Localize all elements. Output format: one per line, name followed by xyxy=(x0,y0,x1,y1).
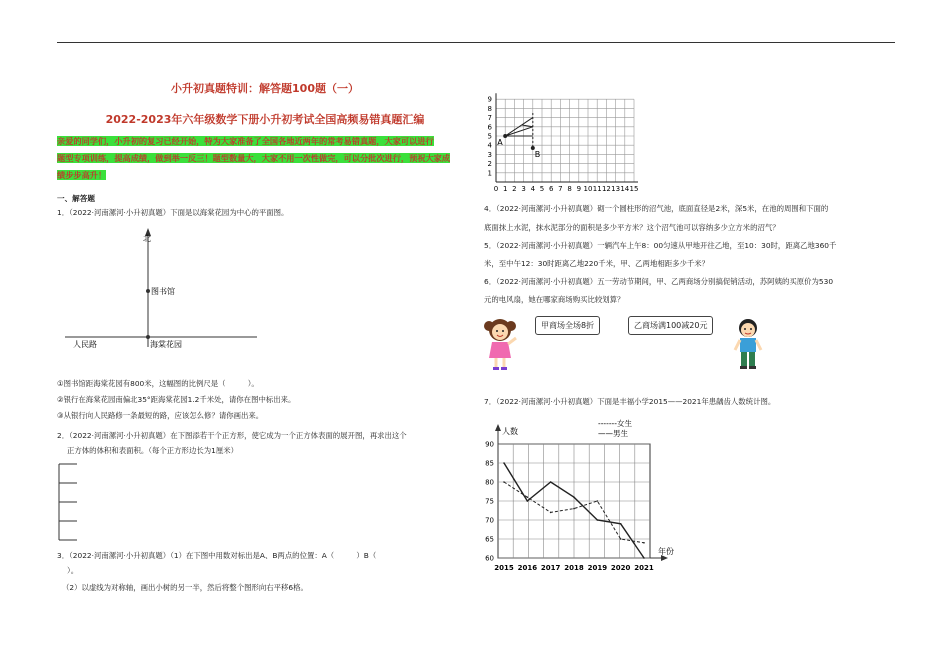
grid-x-tick: 11 xyxy=(592,185,602,193)
chart-y-tick: 85 xyxy=(485,459,494,468)
chart-x-tick: 2020 xyxy=(610,564,631,572)
chart-y-tick: 75 xyxy=(485,497,494,506)
q1-map xyxy=(57,225,267,355)
grid-x-tick: 12 xyxy=(601,185,611,193)
series-point xyxy=(550,481,552,483)
chart-x-tick: 2016 xyxy=(517,564,538,572)
library-dot xyxy=(146,289,150,293)
grid-x-tick: 9 xyxy=(576,185,582,193)
grid-y-tick: 4 xyxy=(487,141,492,150)
q6-line1: 6．（2022·河南漯河·小升初真题）五一劳动节期间，甲、乙两商场分别搞促销活动，苏阿姨的买原价为530 xyxy=(484,277,834,286)
grid-x-tick: 15 xyxy=(629,185,639,193)
grid-y-tick: 8 xyxy=(487,104,492,113)
chart-x-tick: 2015 xyxy=(494,564,514,572)
q5-line2: 米，至中午12：30时距离乙地220千米，甲、乙两地相距多少千米？ xyxy=(484,259,710,268)
series-point xyxy=(643,542,645,544)
legend-male: ——男生 xyxy=(598,429,628,438)
series-point xyxy=(643,557,645,559)
q2-net-figure xyxy=(57,462,87,542)
grid-x-tick: 14 xyxy=(620,185,630,193)
q3-line3: （2）以虚线为对称轴，画出小树的另一半，然后将整个图形向右平移6格。 xyxy=(62,583,308,592)
grid-y-tick: 3 xyxy=(487,150,492,159)
map-library-label: 图书馆 xyxy=(151,287,175,296)
series-point xyxy=(527,500,529,502)
girl-illustration xyxy=(480,316,520,372)
series-point xyxy=(597,500,599,502)
grid-x-tick: 8 xyxy=(567,185,572,193)
q1-sub3: ③从银行向人民路修一条最短的路，应该怎么修？请你画出来。 xyxy=(57,411,264,420)
q2-line2: 正方体的体积和表面积。（每个正方形边长为1厘米） xyxy=(67,446,238,455)
chart-y-label: 人数 xyxy=(502,427,518,436)
series-point xyxy=(573,508,575,510)
bubble-store-a: 甲商场全场8折 xyxy=(535,316,600,335)
q1-stem: 1．（2022·河南漯河·小升初真题）下面是以海棠花园为中心的平面图。 xyxy=(57,208,289,217)
grid-x-tick: 2 xyxy=(512,185,517,193)
series-point xyxy=(620,538,622,540)
chart-y-tick: 80 xyxy=(485,478,494,487)
grid-y-tick: 9 xyxy=(487,95,492,104)
bubble-store-b: 乙商场满100减20元 xyxy=(628,316,713,335)
section-heading: 一、解答题 xyxy=(57,194,95,203)
point-a xyxy=(503,134,507,138)
intro-line-3: 绩步步高升！ xyxy=(57,170,107,180)
q7-stem: 7．（2022·河南漯河·小升初真题）下面是丰福小学2015——2021年患龋齿人数统计图。 xyxy=(484,397,776,406)
chart-x-tick: 2021 xyxy=(634,564,654,572)
intro-line-1: 亲爱的同学们，小升初的复习已经开始，特为大家准备了全国各地近两年的常考易错真题，大家可以进行 xyxy=(57,136,434,146)
chart-x-label: 年份 xyxy=(658,547,674,556)
grid-x-tick: 1 xyxy=(502,185,508,193)
grid-y-tick: 7 xyxy=(487,114,492,123)
point-a-label: A xyxy=(497,138,503,147)
q6-line2: 元的电风扇，她在哪家商场购买比较划算？ xyxy=(484,295,625,304)
chart-y-tick: 70 xyxy=(485,516,494,525)
chart-y-tick: 65 xyxy=(485,535,494,544)
legend-female: -------女生 xyxy=(598,419,632,428)
grid-x-tick: 4 xyxy=(530,185,536,193)
series-point xyxy=(597,519,599,521)
q3-line1: 3．（2022·河南漯河·小升初真题）（1）在下图中用数对标出是A、B两点的位置：A（ ）B（ xyxy=(57,551,377,560)
grid-x-tick: 7 xyxy=(558,185,563,193)
q4-line2: 底面抹上水泥，抹水泥部分的面积是多少平方米？这个沼气池可以容纳多少立方米的沼气？ xyxy=(484,223,780,232)
map-road-label: 人民路 xyxy=(73,340,97,349)
series-point xyxy=(503,462,505,464)
map-garden-label: 海棠花园 xyxy=(150,340,182,349)
chart-y-tick: 90 xyxy=(485,440,494,449)
series-point xyxy=(503,481,505,483)
map-north-label: 北 xyxy=(143,234,151,243)
q3-line2: ）。 xyxy=(67,566,79,575)
page-top-rule xyxy=(57,42,895,43)
grid-y-tick: 2 xyxy=(487,160,492,169)
q1-sub1: ①图书馆距海棠花园有800米，这幅图的比例尺是（ ）。 xyxy=(57,379,259,388)
chart-y-arrow-icon xyxy=(495,424,501,431)
q7-line-chart xyxy=(478,412,688,592)
chart-x-tick: 2018 xyxy=(564,564,584,572)
grid-x-tick: 10 xyxy=(583,185,593,193)
q4-line1: 4．（2022·河南漯河·小升初真题）砌一个圆柱形的沼气池，底面直径是2米，深5米，在池的周围和下面的 xyxy=(484,204,829,213)
page-subtitle: 2022-2023年六年级数学下册小升初考试全国高频易错真题汇编 xyxy=(105,113,425,126)
point-b-label: B xyxy=(534,149,541,159)
q3-grid-figure xyxy=(478,76,668,194)
series-point xyxy=(527,496,529,498)
series-point xyxy=(573,496,575,498)
grid-x-tick: 0 xyxy=(493,185,499,193)
q2-line1: 2．（2022·河南漯河·小升初真题）在下图添若干个正方形，使它成为一个正方体表面的展开图，再求出这个 xyxy=(57,431,407,440)
q1-sub2: ②银行在海棠花园南偏北35°距海棠花园1.2千米处，请你在图中标出来。 xyxy=(57,395,296,404)
page-title: 小升初真题特训：解答题100题（一） xyxy=(171,82,359,95)
q5-line1: 5．（2022·河南漯河·小升初真题）一辆汽车上午8：00匀速从甲地开往乙地，至10：30时，距离乙地360千 xyxy=(484,241,837,250)
grid-y-tick: 6 xyxy=(487,123,492,132)
grid-x-tick: 6 xyxy=(548,185,554,193)
chart-x-tick: 2017 xyxy=(540,564,561,572)
grid-x-tick: 13 xyxy=(611,185,621,193)
grid-x-tick: 5 xyxy=(539,185,545,193)
chart-y-tick: 60 xyxy=(485,554,494,563)
series-point xyxy=(550,512,552,514)
intro-line-2: 题型专项训练，提高成绩，做到举一反三！题型数量大，大家不用一次性做完，可以分批次进行，预祝大家成 xyxy=(57,153,451,163)
boy-illustration xyxy=(730,316,766,372)
intro-paragraph xyxy=(57,133,472,184)
series-point xyxy=(620,523,622,525)
grid-y-tick: 1 xyxy=(487,169,492,178)
garden-dot xyxy=(146,335,150,339)
grid-y-tick: 5 xyxy=(487,132,492,141)
chart-x-tick: 2019 xyxy=(587,564,608,572)
grid-x-tick: 3 xyxy=(521,185,526,193)
